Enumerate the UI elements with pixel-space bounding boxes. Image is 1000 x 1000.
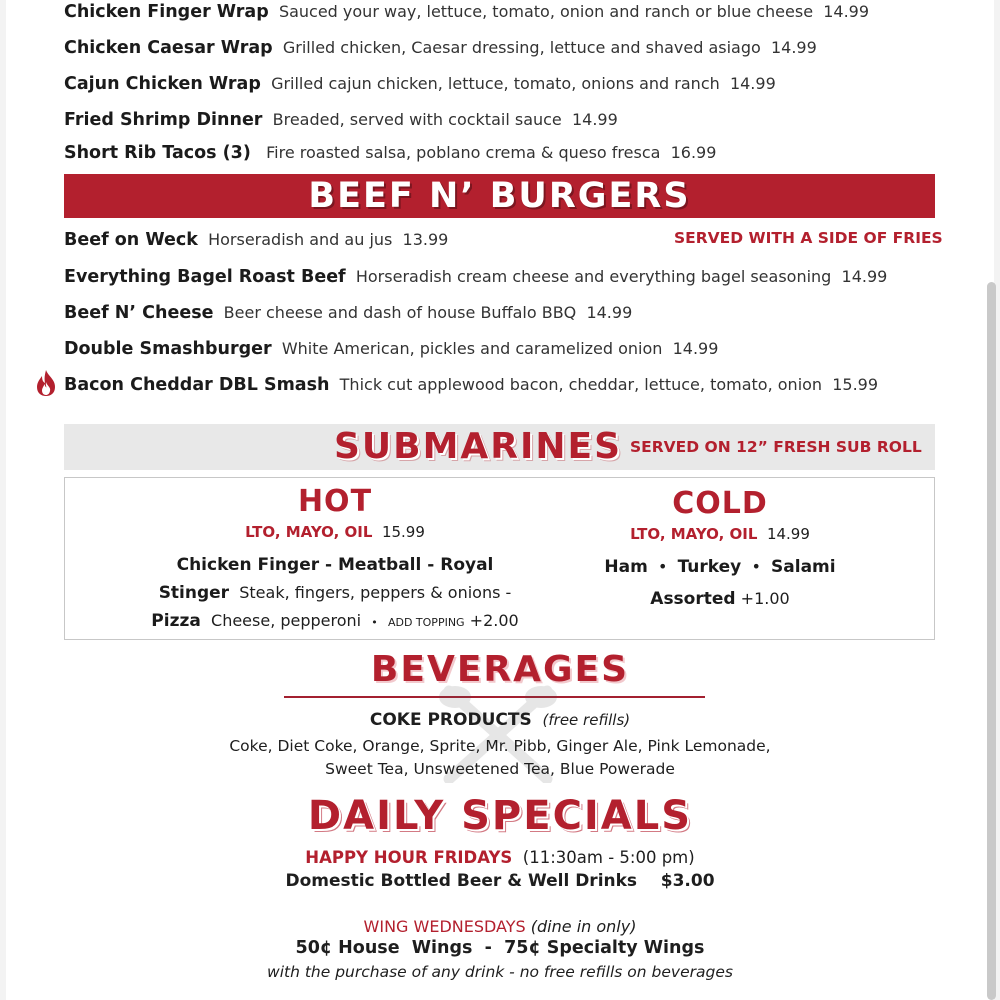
wing-wednesdays-fine-print: with the purchase of any drink - no free refills on beverages — [267, 963, 733, 981]
section-title: BEEF N’ BURGERS — [308, 176, 691, 216]
menu-item — [64, 74, 776, 94]
section-note: SERVED ON 12” FRESH SUB ROLL — [630, 438, 922, 456]
separator: • — [657, 557, 668, 576]
flame-icon — [34, 369, 58, 397]
wing-wednesdays-heading — [0, 916, 1000, 938]
hot-sub-label: LTO, MAYO, OIL — [245, 523, 373, 541]
topping-price: +2.00 — [469, 611, 519, 630]
cold-title: COLD — [672, 486, 768, 521]
pizza-name: Pizza — [151, 611, 201, 631]
item-name: Beef N’ Cheese — [64, 303, 214, 323]
hot-line3 — [125, 607, 545, 636]
item-name: Chicken Finger Wrap — [64, 2, 269, 22]
item-price: 14.99 — [823, 2, 870, 21]
cold-sub-label: LTO, MAYO, OIL — [630, 525, 758, 543]
hot-items: Chicken Finger - Meatball - Royal — [176, 555, 494, 575]
menu-item — [64, 38, 817, 58]
separator: • — [371, 616, 378, 629]
item-desc: Horseradish and au jus — [208, 230, 393, 249]
section-note: SERVED WITH A SIDE OF FRIES — [674, 229, 943, 247]
item-desc: Fire roasted salsa, poblano crema & queso fresca — [266, 143, 661, 162]
item-price: 14.99 — [841, 267, 888, 286]
happy-hour-time: (11:30am - 5:00 pm) — [522, 848, 695, 867]
hot-column — [125, 485, 545, 636]
cold-column — [565, 487, 875, 613]
cold-sub-price: 14.99 — [766, 525, 810, 543]
item-price: 16.99 — [670, 143, 717, 162]
menu-item — [64, 230, 448, 250]
item-desc: Sauced your way, lettuce, tomato, onion and ranch or blue cheese — [278, 2, 814, 21]
section-banner-submarines — [64, 424, 935, 470]
happy-hour-deal — [0, 870, 1000, 892]
hot-line2 — [125, 579, 545, 607]
item-price: 15.99 — [832, 375, 879, 394]
beverage-list-1: Coke, Diet Coke, Orange, Sprite, Mr. Pibb, Ginger Ale, Pink Lemonade, — [229, 737, 771, 755]
topping-label: ADD TOPPING — [387, 616, 465, 629]
cold-assorted — [565, 585, 875, 613]
stinger-name: Stinger — [158, 583, 230, 603]
item-price: 14.99 — [672, 339, 719, 358]
wing-wednesdays-label: WING WEDNESDAYS — [363, 917, 526, 936]
item-desc: Beer cheese and dash of house Buffalo BBQ — [223, 303, 577, 322]
menu-item — [64, 2, 869, 22]
item-desc: Grilled cajun chicken, lettuce, tomato, onions and ranch — [271, 74, 720, 93]
separator: • — [751, 557, 761, 576]
hot-sub — [125, 519, 545, 545]
coke-label: COKE PRODUCTS — [369, 710, 532, 730]
item-name: Short Rib Tacos (3) — [64, 143, 251, 163]
cold-sub — [565, 521, 875, 547]
item-desc: Thick cut applewood bacon, cheddar, lettuce, tomato, onion — [339, 375, 823, 394]
cold-item: Ham — [604, 557, 648, 577]
beverages-title: BEVERAGES — [370, 649, 630, 690]
happy-hour-price: $3.00 — [660, 871, 715, 891]
menu-item — [64, 375, 878, 395]
hot-sub-price: 15.99 — [381, 523, 425, 541]
item-name: Fried Shrimp Dinner — [64, 110, 263, 130]
item-name: Beef on Weck — [64, 230, 198, 250]
item-name: Double Smashburger — [64, 339, 272, 359]
menu-item — [64, 267, 887, 287]
item-price: 14.99 — [770, 38, 817, 57]
item-desc: White American, pickles and caramelized onion — [281, 339, 663, 358]
item-name: Everything Bagel Roast Beef — [64, 267, 346, 287]
menu-item — [64, 303, 632, 323]
happy-hour-label: HAPPY HOUR FRIDAYS — [305, 848, 513, 867]
cold-item: Salami — [771, 557, 836, 577]
section-banner-beef — [64, 174, 935, 218]
wing-wednesdays-deal: 50¢ House Wings - 75¢ Specialty Wings — [295, 938, 705, 958]
pizza-desc: Cheese, pepperoni — [211, 611, 362, 630]
item-price: 14.99 — [729, 74, 776, 93]
beverage-list-2: Sweet Tea, Unsweetened Tea, Blue Powerade — [325, 760, 675, 778]
menu-item — [64, 110, 618, 130]
submarines-box — [64, 477, 935, 640]
hot-title: HOT — [297, 484, 373, 519]
cold-items — [565, 553, 875, 581]
happy-hour-deal-text: Domestic Bottled Beer & Well Drinks — [285, 871, 638, 891]
scrollbar-thumb[interactable] — [987, 282, 996, 1000]
item-price: 14.99 — [571, 110, 618, 129]
item-name: Bacon Cheddar DBL Smash — [64, 375, 330, 395]
wing-wednesdays-note: (dine in only) — [530, 917, 637, 936]
item-desc: Horseradish cream cheese and everything bagel seasoning — [355, 267, 832, 286]
happy-hour-heading — [0, 847, 1000, 869]
stinger-desc: Steak, fingers, peppers & onions - — [239, 583, 512, 602]
item-name: Chicken Caesar Wrap — [64, 38, 273, 58]
assorted-label: Assorted — [650, 589, 736, 609]
menu-item — [64, 143, 716, 163]
item-desc: Grilled chicken, Caesar dressing, lettuce and shaved asiago — [282, 38, 761, 57]
item-price: 13.99 — [402, 230, 449, 249]
item-name: Cajun Chicken Wrap — [64, 74, 261, 94]
coke-products — [0, 709, 1000, 731]
section-title: SUBMARINES — [334, 426, 623, 467]
item-price: 14.99 — [586, 303, 633, 322]
hot-line1 — [125, 551, 545, 579]
item-desc: Breaded, served with cocktail sauce — [272, 110, 562, 129]
cold-item: Turkey — [677, 557, 742, 577]
assorted-price: +1.00 — [740, 589, 790, 608]
coke-note: (free refills) — [542, 711, 631, 729]
menu-item — [64, 339, 718, 359]
daily-specials-title: DAILY SPECIALS — [307, 793, 693, 839]
